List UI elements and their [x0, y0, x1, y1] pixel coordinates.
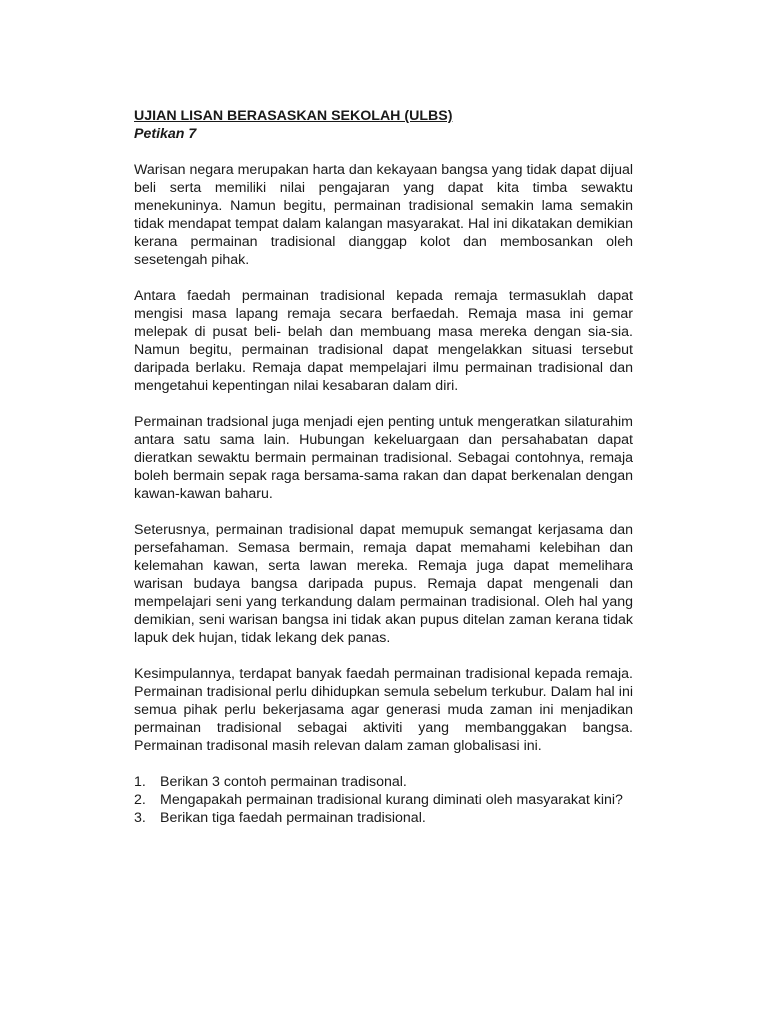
- document-subtitle: Petikan 7: [134, 126, 197, 142]
- question-item: [134, 773, 633, 791]
- passage-paragraph: Antara faedah permainan tradisional kepada remaja termasuklah dapat mengisi masa lapang remaja secara berfaedah. Remaja masa ini gemar melepak di pusat beli- belah dan membuang masa mereka dengan sia-sia. Namun begitu, permainan tradisional dapat mengelakkan situasi tersebut daripada berlaku. Remaja dapat mempelajari ilmu permainan tradisional dan mengetahui kepentingan nilai kesabaran dalam diri.: [134, 288, 633, 394]
- passage-paragraph: Seterusnya, permainan tradisional dapat memupuk semangat kerjasama dan persefahaman. Semasa bermain, remaja dapat memahami kelebihan dan kelemahan kawan, serta lawan mereka. Remaja juga dapat memelihara warisan budaya bangsa daripada pupus. Remaja dapat mengenali dan mempelajari seni yang terkandung dalam permainan tradisional. Oleh hal yang demikian, seni warisan bangsa ini tidak akan pupus ditelan zaman kerana tidak lapuk dek hujan, tidak lekang dek panas.: [134, 522, 633, 646]
- document-page: [134, 107, 633, 827]
- question-text: Mengapakah permainan tradisional kurang diminati oleh masyarakat kini?: [160, 792, 623, 808]
- passage-paragraph: Permainan tradsional juga menjadi ejen penting untuk mengeratkan silaturahim antara satu sama lain. Hubungan kekeluargaan dan persahabatan dapat dieratkan sewaktu bermain permainan tradisional. Sebagai contohnya, remaja boleh bermain sepak raga bersama-sama rakan dan dapat berkenalan dengan kawan-kawan baharu.: [134, 414, 633, 502]
- passage-body: [134, 161, 633, 755]
- question-text: Berikan 3 contoh permainan tradisonal.: [160, 774, 407, 790]
- passage-paragraph: Warisan negara merupakan harta dan kekayaan bangsa yang tidak dapat dijual beli serta memiliki nilai pengajaran yang dapat kita timba sewaktu menekuninya. Namun begitu, permainan tradisional semakin lama semakin tidak mendapat tempat dalam kalangan masyarakat. Hal ini dikatakan demikian kerana permainan tradisional dianggap kolot dan membosankan oleh sesetengah pihak.: [134, 162, 633, 268]
- question-number: 2.: [134, 792, 146, 808]
- question-list: [134, 773, 633, 827]
- question-number: 1.: [134, 774, 146, 790]
- question-text: Berikan tiga faedah permainan tradisional.: [160, 810, 426, 826]
- question-item: [134, 809, 633, 827]
- question-item: [134, 791, 633, 809]
- question-number: 3.: [134, 810, 146, 826]
- document-title: UJIAN LISAN BERASASKAN SEKOLAH (ULBS): [134, 108, 453, 124]
- passage-paragraph: Kesimpulannya, terdapat banyak faedah permainan tradisional kepada remaja. Permainan tradisional perlu dihidupkan semula sebelum terkubur. Dalam hal ini semua pihak perlu bekerjasama agar generasi muda zaman ini menjadikan permainan tradisional sebagai aktiviti yang membanggakan bangsa. Permainan tradisonal masih relevan dalam zaman globalisasi ini.: [134, 666, 633, 754]
